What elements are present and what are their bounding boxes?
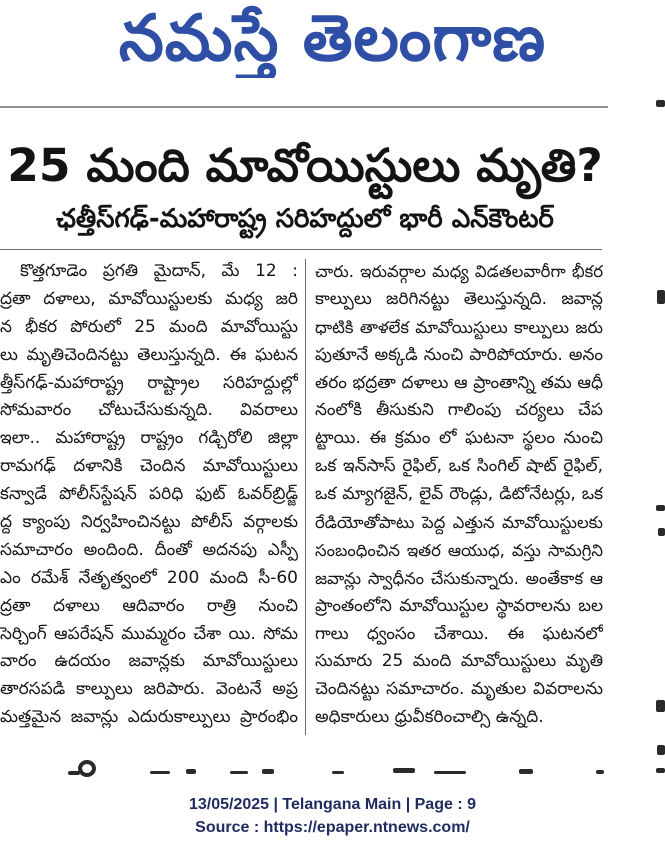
top-divider-rule xyxy=(0,106,608,108)
cropped-text-fragment xyxy=(230,771,248,774)
body-text-line: జవాన్లు స్వాధీనం చేసుకున్నారు. అంతేకాక ఆ xyxy=(315,568,603,588)
body-text-line: సుమారు 25 మంది మావోయిస్టులు మృతి xyxy=(315,651,603,672)
cropped-text-fragment xyxy=(150,771,170,774)
body-text-line-last: అధికారులు ధ్రువీకరించాల్సి ఉన్నది. xyxy=(315,707,544,728)
body-text-line: తారసపడి కాల్పులు జరిపారు. వెంటనే అప్ర xyxy=(0,679,298,700)
cropped-text-fragment xyxy=(186,769,196,774)
body-text-line: గాలు ధ్వంసం చేశాయి. ఈ ఘటనలో xyxy=(315,623,603,644)
cropped-text-fragment xyxy=(657,290,665,304)
cropped-text-fragment xyxy=(658,528,665,536)
body-text-line: ఒక ఇన్‌సాస్ రైఫిల్, ఒక సింగిల్ షాట్ రైఫిల్, xyxy=(315,456,603,477)
body-text-line: నంలోకి తీసుకుని గాలింపు చర్యలు చేప xyxy=(315,400,603,421)
body-text-line: తరం భద్రతా దళాలు ఆ ప్రాంతాన్ని తమ ఆధీ xyxy=(315,372,603,393)
cropped-text-fragment xyxy=(393,768,415,773)
edition-info-line: 13/05/2025 | Telangana Main | Page : 9 xyxy=(188,796,476,813)
body-text-line: ద్ద క్యాంపు నిర్వహించినట్టు పోలీస్ వర్గాలకు xyxy=(0,512,298,533)
cropped-text-fragment xyxy=(657,745,665,755)
body-text-line: రామగఢ్ దళానికి చెందిన మావోయిస్టులు xyxy=(0,456,298,477)
body-text-line: కాల్పులు జరిగినట్టు తెలుస్తున్నది. జవాన్ల xyxy=(315,288,603,309)
body-text-line: ఒక మ్యాగజైన్, లైవ్ రౌండ్లు, డిటోనేటర్లు, ఒక xyxy=(315,484,603,505)
body-text-line: సమాచారం అందింది. దీంతో అదనపు ఎస్పీ xyxy=(0,539,298,560)
article-column-left xyxy=(0,258,298,732)
body-text-line: చెందినట్టు సమాచారం. మృతుల వివరాలను xyxy=(315,679,603,700)
article-subheadline: ఛత్తీస్‌గఢ్-మహారాష్ట్ర సరిహద్దులో భారీ ఎన్‌కౌంటర్ xyxy=(56,204,554,234)
source-line: Source : https://epaper.ntnews.com/ xyxy=(195,819,470,836)
body-text-line: ద్రతా దళాలు, మావోయిస్టులకు మధ్య జరి xyxy=(0,288,298,309)
body-text-line: ప్రాంతంలోని మావోయిస్టుల స్థావరాలను బల xyxy=(315,595,603,616)
cropped-text-fragment xyxy=(262,769,274,774)
body-text-line: సోమవారం చోటుచేసుకున్నది. వివరాలు xyxy=(0,400,298,421)
cropped-text-fragment xyxy=(78,760,96,777)
cropped-text-fragment xyxy=(596,770,604,774)
body-text-line: న భీకర పోరులో 25 మంది మావోయిస్టు xyxy=(0,316,298,337)
cropped-text-fragment xyxy=(68,771,80,775)
dateline: కొత్తగూడెం ప్రగతి మైదాన్, మే 12 : xyxy=(20,261,298,281)
body-text-line: త్తీస్‌గఢ్-మహారాష్ట్ర రాష్ట్రాల సరిహద్దుల్లో xyxy=(0,372,298,393)
column-divider xyxy=(305,259,306,735)
cropped-text-fragment xyxy=(332,771,344,774)
body-text-line: సంబంధించిన ఇతర ఆయుధ, వస్తు సామగ్రిని xyxy=(315,540,603,560)
body-text-line: ధాటికి తాళలేక మావోయిస్టులు కాల్పులు జరు xyxy=(315,317,603,337)
cropped-text-fragment xyxy=(656,768,665,773)
cropped-text-fragment xyxy=(656,505,665,511)
body-text-line: వారం ఉదయం జవాన్లకు మావోయిస్టులు xyxy=(0,651,298,672)
body-text-line: చారు. ఇరువర్గాల మధ్య విడతలవారీగా భీకర xyxy=(315,262,603,281)
body-text-line: మత్తమైన జవాన్లు ఎదురుకాల్పులు ప్రారంభిం xyxy=(0,707,298,728)
masthead-logo: నమస్తే తెలంగాణ xyxy=(118,2,547,76)
article-headline: 25 మంది మావోయిస్టులు మృతి? xyxy=(7,139,603,192)
cropped-text-fragment xyxy=(656,100,665,107)
body-text-line: పుతూనే అక్కడి నుంచి పారిపోయారు. అనం xyxy=(315,344,603,365)
body-text-line: ఇలా.. మహారాష్ట్ర రాష్ట్రం గడ్చిరోలి జిల్లా xyxy=(0,428,298,449)
subheadline-divider-rule xyxy=(0,249,602,250)
body-text-line: సెర్చింగ్ ఆపరేషన్ ముమ్మరం చేశా యి. సోమ xyxy=(0,623,298,644)
body-text-line: ద్రతా దళాలు ఆదివారం రాత్రి నుంచి xyxy=(0,595,298,616)
cropped-text-fragment xyxy=(519,769,533,774)
article-column-right xyxy=(315,258,603,732)
cropped-text-fragment xyxy=(656,700,665,712)
body-text-line: కన్వాడే పోలీస్‌స్టేషన్ పరిధి ఫుట్ ఓవర్‌బ్రిడ్జ్ xyxy=(0,484,298,505)
body-text-line: ట్టాయి. ఈ క్రమం లో ఘటనా స్థలం నుంచి xyxy=(315,428,603,449)
body-text-line: లు మృతిచెందినట్టు తెలుస్తున్నది. ఈ ఘటన xyxy=(0,344,298,365)
body-text-line: రేడియోతోపాటు పెద్ద ఎత్తున మావోయిస్టులకు xyxy=(315,513,603,533)
body-text-line: ఎం రమేశ్ నేతృత్వంలో 200 మంది సీ-60 xyxy=(0,567,298,588)
cropped-text-fragment xyxy=(434,771,466,774)
